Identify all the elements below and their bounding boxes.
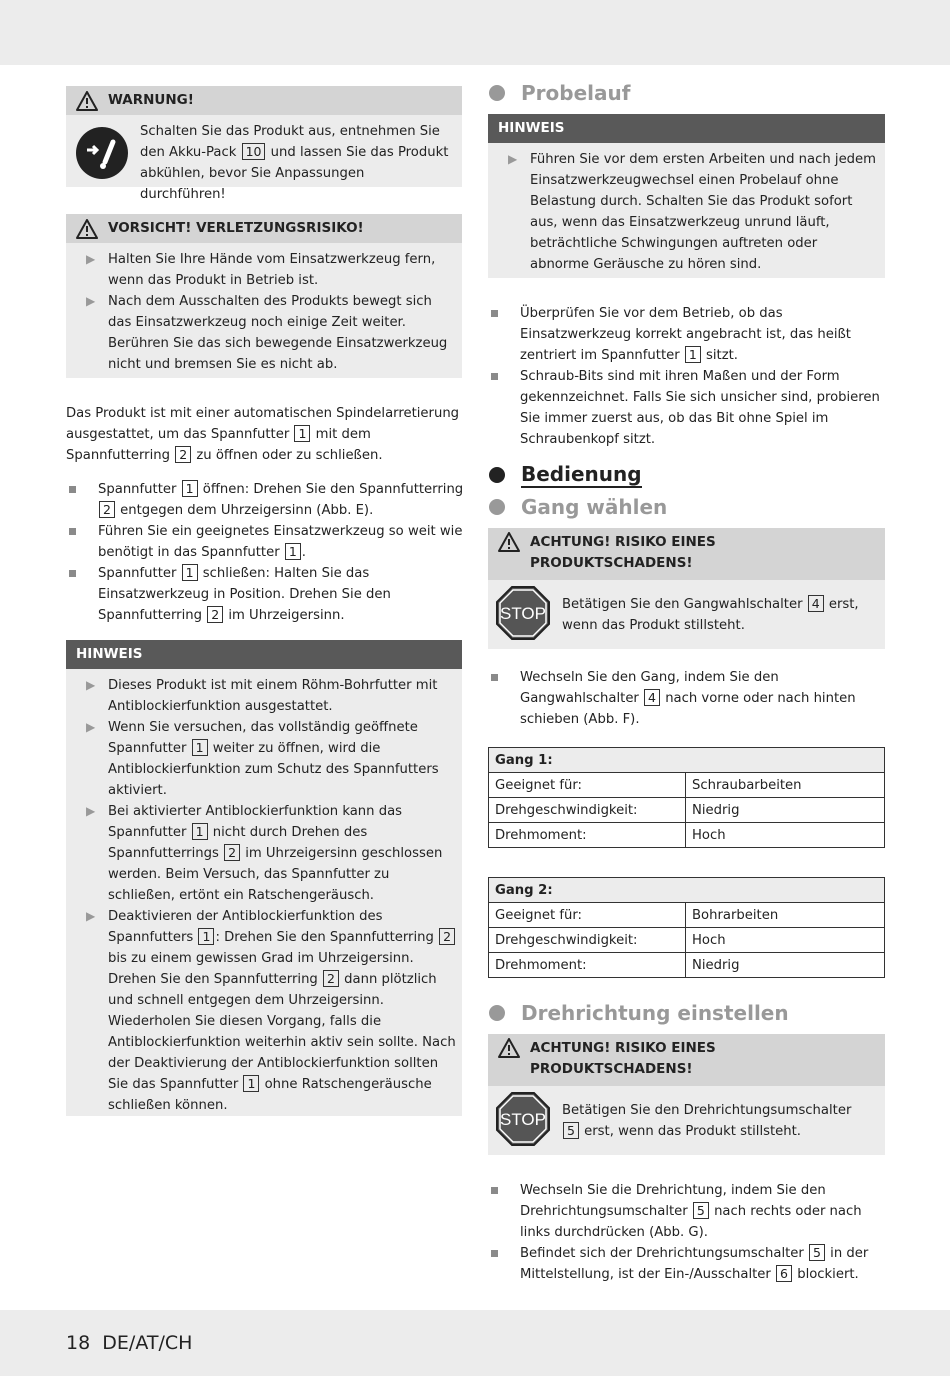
list-item: ▶ Bei aktivierter Antiblockierfunktion kann das Spannfutter 1 nicht durch Drehen des Spannfutterrings 2 im Uhrzeigersinn geschlossen werden. Beim Versuch, das Spannfutter zu schließen, ertönt ein Ratschengeräusch. xyxy=(76,801,456,906)
gear1-table xyxy=(488,747,885,848)
table-row: Drehgeschwindigkeit: Hoch xyxy=(489,928,885,953)
stop-sign-icon xyxy=(496,1092,550,1146)
language-code: DE/AT/CH xyxy=(102,1332,193,1354)
list-item: ▶ Nach dem Ausschalten des Produkts bewegt sich das Einsatzwerkzeug noch einige Zeit weiter. Berühren Sie das sich bewegende Einsatzwerkzeug nicht und bremsen Sie es nicht ab. xyxy=(76,291,456,375)
caution-box xyxy=(66,214,462,378)
note-list xyxy=(498,149,878,275)
warning-box xyxy=(66,86,462,202)
unplug-icon xyxy=(75,126,129,180)
table-row: Drehgeschwindigkeit: Niedrig xyxy=(489,798,885,823)
warning-triangle-icon xyxy=(76,91,98,111)
table-title: Gang 2: xyxy=(489,878,885,903)
attention-box-gang xyxy=(488,528,885,649)
note-list xyxy=(76,675,456,1116)
attention-header xyxy=(488,528,885,580)
heading-drehrichtung: Drehrichtung einstellen xyxy=(489,1000,789,1026)
note-header: HINWEIS xyxy=(488,114,885,143)
dreh-list xyxy=(488,1180,886,1285)
table-row: Drehmoment: Niedrig xyxy=(489,953,885,978)
table-row: Geeignet für: Schraubarbeiten xyxy=(489,773,885,798)
warning-triangle-icon xyxy=(498,532,520,552)
attention-text: Betätigen Sie den Drehrichtungsumschalter 5 erst, wenn das Produkt stillsteht. xyxy=(562,1103,852,1139)
table-row: Geeignet für: Bohrarbeiten xyxy=(489,903,885,928)
attention-title-line: ACHTUNG! RISIKO EINES xyxy=(530,1040,716,1056)
stop-sign-icon xyxy=(496,586,550,640)
warning-triangle-icon xyxy=(76,219,98,239)
table-title: Gang 1: xyxy=(489,748,885,773)
list-item: ▶ Halten Sie Ihre Hände vom Einsatzwerkzeug fern, wenn das Produkt in Betrieb ist. xyxy=(76,249,456,291)
list-item: Führen Sie ein geeignetes Einsatzwerkzeug so weit wie benötigt in das Spannfutter 1 . xyxy=(66,521,464,563)
list-item: Spannfutter 1 öffnen: Drehen Sie den Spannfutterring 2 entgegen dem Uhrzeigersinn (Abb. E). xyxy=(66,479,464,521)
warning-header xyxy=(66,86,462,115)
attention-title-line: PRODUKTSCHADENS! xyxy=(530,1061,693,1077)
caution-header xyxy=(66,214,462,243)
list-item: Schraub-Bits sind mit ihren Maßen und der Form gekennzeichnet. Falls Sie sich unsicher sind, probieren Sie immer zuerst aus, ob das Bit ohne Spiel im Schraubenkopf sitzt. xyxy=(488,366,886,450)
attention-box-dreh xyxy=(488,1034,885,1155)
list-item: Befindet sich der Drehrichtungsumschalter 5 in der Mittelstellung, ist der Ein-/Ausschalter 6 blockiert. xyxy=(488,1243,886,1285)
note-box-probelauf xyxy=(488,114,885,278)
caution-list xyxy=(76,249,456,375)
note-box xyxy=(66,640,462,1116)
attention-header xyxy=(488,1034,885,1086)
list-item: Spannfutter 1 schließen: Halten Sie das Einsatzwerkzeug in Position. Drehen Sie den Spannfutterring 2 im Uhrzeigersinn. xyxy=(66,563,464,626)
warning-triangle-icon xyxy=(498,1038,520,1058)
table-row: Drehmoment: Hoch xyxy=(489,823,885,848)
top-bar xyxy=(0,0,950,65)
list-item: ▶ Deaktivieren der Antiblockierfunktion des Spannfutters 1 : Drehen Sie den Spannfutterring 2 bis zu einem gewissen Grad im Uhrzeigersinn. Drehen Sie den Spannfutterring 2 dann plötzlich und schnell entgegen dem Uhrzeigersinn. Wiederholen Sie diesen Vorgang, falls die Antiblockierfunktion weiterhin aktiv sein sollte. Nach der Deaktivierung der Antiblockierfunktion sollten Sie das Spannfutter 1 ohne Ratschengeräusche schließen können. xyxy=(76,906,456,1116)
note-header: HINWEIS xyxy=(66,640,462,669)
gear2-table xyxy=(488,877,885,978)
heading-bedienung: Bedienung xyxy=(489,462,642,488)
list-item: ▶ Wenn Sie versuchen, das vollständig geöffnete Spannfutter 1 weiter zu öffnen, wird die Antiblockierfunktion zum Schutz des Spannfutters aktiviert. xyxy=(76,717,456,801)
attention-title-line: ACHTUNG! RISIKO EINES xyxy=(530,534,716,550)
warning-title: WARNUNG! xyxy=(108,92,194,108)
svg-text:STOP: STOP xyxy=(500,604,546,623)
svg-text:STOP: STOP xyxy=(500,1110,546,1129)
page-footer xyxy=(66,1330,192,1356)
page-number: 18 xyxy=(66,1332,91,1354)
heading-probelauf: Probelauf xyxy=(489,80,630,106)
attention-title-line: PRODUKTSCHADENS! xyxy=(530,555,693,571)
attention-text: Betätigen Sie den Gangwahlschalter 4 erst, wenn das Produkt stillsteht. xyxy=(562,596,859,633)
list-item: Wechseln Sie den Gang, indem Sie den Gangwahlschalter 4 nach vorne oder nach hinten schieben (Abb. F). xyxy=(488,667,886,730)
list-item: ▶ Führen Sie vor dem ersten Arbeiten und nach jedem Einsatzwerkzeugwechsel einen Probelauf ohne Belastung durch. Schalten Sie das Produkt sofort aus, wenn das Einsatzwerkzeug unrund läuft, beträchtliche Schwingungen auftreten oder abnorme Geräusche zu hören sind. xyxy=(498,149,878,275)
list-item: ▶ Dieses Produkt ist mit einem Röhm-Bohrfutter mit Antiblockierfunktion ausgestattet. xyxy=(76,675,456,717)
probelauf-list xyxy=(488,303,886,450)
chuck-list xyxy=(66,479,464,626)
warning-text: Schalten Sie das Produkt aus, entnehmen Sie den Akku-Pack 10 und lassen Sie das Produkt abkühlen, bevor Sie Anpassungen durchführen! xyxy=(140,124,449,202)
heading-gang: Gang wählen xyxy=(489,494,667,520)
list-item: Überprüfen Sie vor dem Betrieb, ob das Einsatzwerkzeug korrekt angebracht ist, das heißt zentriert im Spannfutter 1 sitzt. xyxy=(488,303,886,366)
list-item: Wechseln Sie die Drehrichtung, indem Sie den Drehrichtungsumschalter 5 nach rechts oder nach links durchdrücken (Abb. G). xyxy=(488,1180,886,1243)
caution-title: VORSICHT! VERLETZUNGSRISIKO! xyxy=(108,220,364,236)
gang-list xyxy=(488,667,886,730)
intro-paragraph: Das Produkt ist mit einer automatischen Spindelarretierung ausgestattet, um das Spannfutter 1 mit dem Spannfutterring 2 zu öffnen oder zu schließen. xyxy=(66,406,460,463)
